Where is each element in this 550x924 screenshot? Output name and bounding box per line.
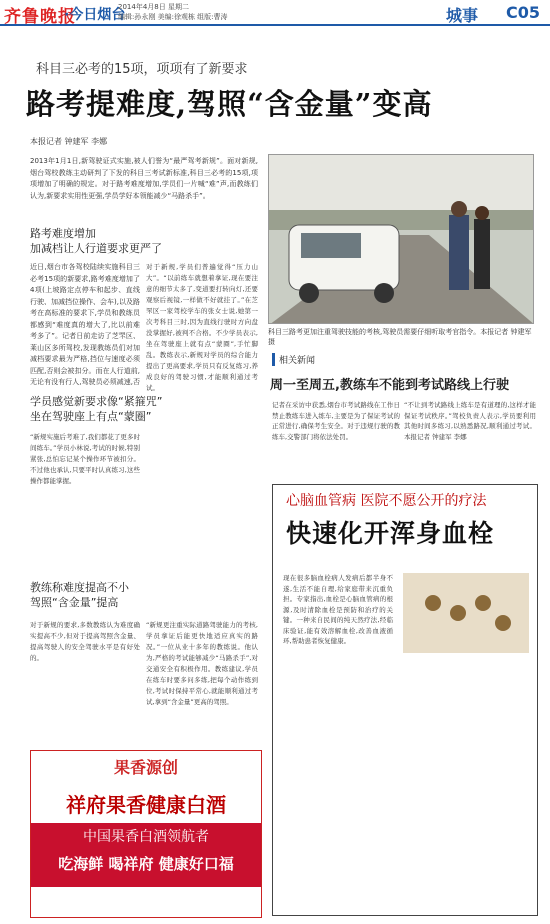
driving-test-photo bbox=[268, 154, 534, 324]
wine-ad-top: 果香源创 bbox=[31, 751, 261, 785]
ad-kicker: 心脑血管病 医院不愿公开的疗法 bbox=[286, 493, 487, 509]
ad-body-text: 现在很多脑血栓病人发病后都半身不遂,生活不能自理,给家庭带来沉重负担。专家指出,血栓是心脑血管病的根源,及时清除血栓是预防和治疗的关键。一种来自民间的纯天然疗法,经临床验证,能有效溶解血栓,改善血液循环,帮助患者恢复健康。 bbox=[283, 574, 393, 645]
newspaper-logo: 齐鲁晚报 bbox=[4, 7, 76, 27]
issue-date: 2014年4月8日 星期二 bbox=[118, 3, 189, 11]
editor-credits: 编辑:孙永刚 美编:徐观栋 组版:曹涛 bbox=[118, 13, 228, 21]
ad-headline: 快速化开浑身血栓 bbox=[286, 519, 495, 548]
subhead-2: 学员感觉新要求像“紧箍咒” 坐在驾驶座上有点“蒙圈” bbox=[30, 395, 163, 423]
section-3-body-a: 对于新规的要求,多数教练认为难度确实提高不少,但对于提高驾照含金量、提高驾驶人的安全驾驶水平是有好处的。 bbox=[30, 621, 140, 662]
related-headline: 周一至周五,教练车不能到考试路线上行驶 bbox=[270, 378, 509, 393]
section-2-body-b: 对于新规,学员们普遍觉得“压力山大”。“以前练车就想着拿证,现在要注意的细节太多了,变道要打转向灯,还要观察后视镜,一样做不好就挂了。”在芝罘区一家驾校学车的张女士说,她第一次考科目三时,因为直线行驶时方向盘没掌握好,被判不合格。不少学员表示,坐在驾驶座上就有点“蒙圈”,手忙脚乱。教练表示,新规对学员的综合能力提出了更高要求,学员只有反复练习,养成良好的驾驶习惯,才能顺利通过考试。 bbox=[146, 263, 258, 392]
section-label: 城事 bbox=[446, 6, 479, 25]
section-2-body-a: “新规实施后考难了,我们都花了更多时间练车。”学员小林说,考试的时候,特别紧张,总怕忘记某个操作环节被扣分。不过他也承认,只要平时认真练习,这些操作都能掌握。 bbox=[30, 433, 140, 485]
related-body-b: “不让到考试路线上练车是有道理的,这样才能保证考试秩序。”驾校负责人表示,学员要利用其他时间多练习,以熟悉路况,顺利通过考试。本报记者 钟建军 李娜 bbox=[404, 401, 536, 441]
edition-name: ·今日烟台 bbox=[64, 7, 126, 23]
article-lead: 2013年1月1日,新驾驶证式实施,被人们誉为“最严驾考新规”。面对新规,烟台驾校教练主动研判了下发的科目三考试新标准,科目三必考的15项,项项增加了明确的规定。对于路考难度增加,学员们一片喊“难”声,而教练们认为,新要求实用性更强,学员学好本领能减少“马路杀手”。 bbox=[30, 157, 258, 200]
pills-image-icon bbox=[403, 573, 529, 653]
page-number: C05 bbox=[506, 3, 541, 22]
photo-caption: 科目三路考更加注重驾驶技能的考核,驾驶员需要仔细听取考官指令。本报记者 钟建军 摄 bbox=[268, 328, 532, 346]
section-3-body-b: “新规更注重实际道路驾驶能力的考核,学员拿证后能更快地适应真实的路况。”一位从业十多年的教练说。他认为,严格的考试能够减少“马路杀手”,对交通安全有积极作用。教练建议,学员在练车时要多问多练,把每个动作练到位,考试时保持平常心,就能顺利通过考试,拿到“含金量”更高的驾照。 bbox=[146, 621, 258, 706]
wine-advertisement bbox=[30, 750, 262, 918]
related-body-a: 记者在采访中获悉,烟台市考试路线在工作日禁止教练车进入练车,主要是为了保证考试的正常进行,确保考生安全。对于违规行驶的教练车,交警部门将依法处罚。 bbox=[272, 401, 400, 441]
article-kicker: 科目三必考的15项，项项有了新要求 bbox=[36, 62, 248, 77]
car-photo-icon bbox=[269, 155, 534, 324]
section-1-body: 近日,烟台市各驾校陆续实施科目三必考15项的新要求,路考难度增加了4项(上坡路定点停车和起步、直线行驶、加减挡位操作、会车),以及路考在高标准的要求下,学员和教练员都感到“难度真的增大了,比以前难考多了”。记者日前走访了芝罘区、莱山区多所驾校,发现教练员们对加减档要求最为严格,挡位与速度必须匹配,否则会被扣分。而在人行道前,无论有没有行人,驾驶员必须减速,否 bbox=[30, 263, 140, 386]
byline: 本报记者 钟建军 李娜 bbox=[30, 137, 108, 146]
wine-slogan-1: 中国果香白酒领航者 bbox=[83, 829, 209, 845]
article-headline: 路考提难度,驾照“含金量”变高 bbox=[26, 87, 433, 121]
wine-slogan-2: 吃海鲜 喝祥府 健康好口福 bbox=[58, 855, 234, 873]
wine-slogan-band bbox=[31, 823, 261, 887]
subhead-3: 教练称难度提高不小 驾照“含金量”提高 bbox=[30, 581, 129, 609]
subhead-1: 路考难度增加 加减档让人行道要求更严了 bbox=[30, 227, 162, 255]
wine-brand: 祥府果香健康白酒 bbox=[66, 793, 226, 817]
related-news-tag: 相关新闻 bbox=[272, 353, 315, 366]
